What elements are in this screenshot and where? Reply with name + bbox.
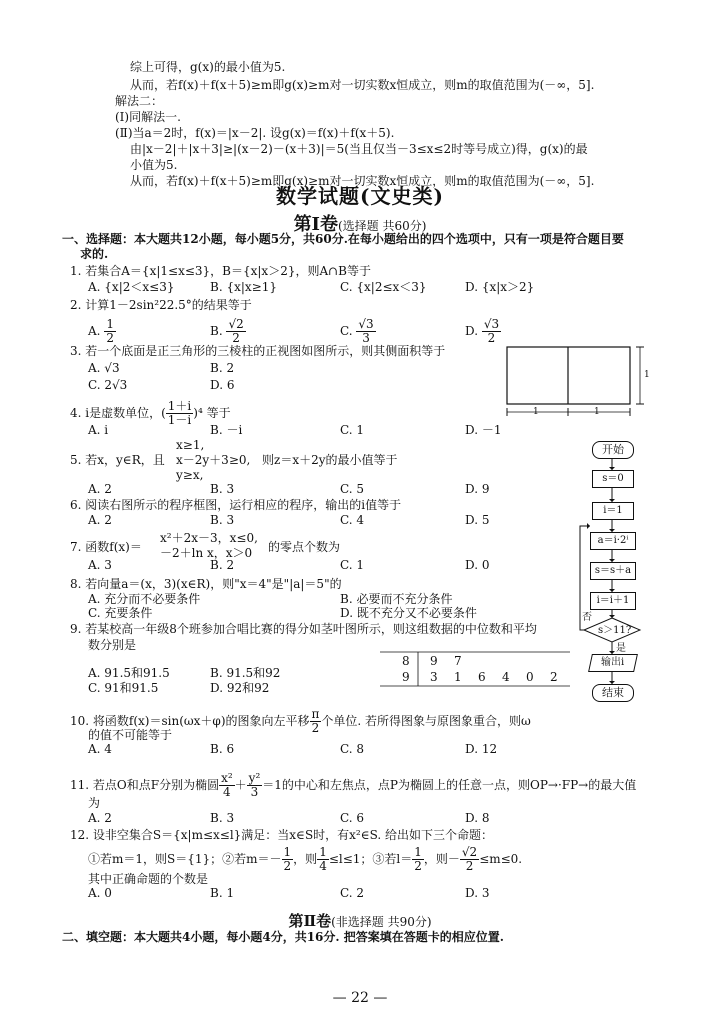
volume-one-title: 第Ⅰ卷 <box>293 214 338 235</box>
q7-prefix: 7. 函数f(x)＝ <box>70 540 142 554</box>
q5-constraint-2: x－2y＋3≥0, <box>176 453 251 467</box>
q4-stem: 4. i是虚数单位，( $\frac{1+i}{1-i}$ )⁴ 等于 <box>70 399 231 427</box>
q9-option-d: D. 92和92 <box>210 681 270 695</box>
q12-stem: 12. 设非空集合S＝{x|m≤x≤l}满足：当x∈S时，有x²∈S. 给出如下三个命题： <box>70 828 494 842</box>
q1-option-c: C. {x|2≤x＜3} <box>340 280 427 294</box>
stemleaf-leaf: 2 <box>550 670 558 684</box>
q7-option-b: B. 2 <box>210 558 235 572</box>
top-line-8: 从而，若f(x)＋f(x＋5)≥m即g(x)≥m对一切实数x恒成立，则m的取值范围为(－∞，5]. <box>130 174 595 188</box>
dim-label-height: 1 <box>644 370 650 380</box>
q6-option-b: B. 3 <box>210 513 235 527</box>
q3-option-b: B. 2 <box>210 361 235 375</box>
volume-one-subtitle: (选择题 共60分) <box>337 219 427 233</box>
q11-option-b: B. 3 <box>210 811 235 825</box>
q12-propositions: ①若m＝1，则S＝{1}；②若m＝－ $\frac{1}{2}$ ，则 $\frac{1}{4}$ ≤l≤1；③若l＝ $\frac{1}{2}$ ，则－ $\frac{√2}{2}$ ≤m≤0. <box>88 845 523 873</box>
flow-init-i: i＝1 <box>592 502 634 520</box>
stemleaf-stem-9: 9 <box>402 670 410 684</box>
q12-option-d: D. 3 <box>465 886 490 900</box>
q1-stem: 1. 若集合A＝{x|1≤x≤3}，B＝{x|x＞2}，则A∩B等于 <box>70 264 371 278</box>
q9-option-b: B. 91.5和92 <box>210 666 281 680</box>
flow-branch-yes: 是 <box>616 643 626 654</box>
q12-frac-2: $\frac{1}{4}$ <box>319 845 327 873</box>
q2-option-c: C. $\frac{√3}{3}$ <box>340 317 374 345</box>
q4-option-b: B. －i <box>210 423 243 437</box>
q6-option-a: A. 2 <box>88 513 112 527</box>
q9-option-c: C. 91和91.5 <box>88 681 159 695</box>
q6-option-c: C. 4 <box>340 513 365 527</box>
q4-fraction: $\frac{1+i}{1-i}$ <box>167 399 192 427</box>
q4-option-c: C. 1 <box>340 423 365 437</box>
q12-stem-cont: 其中正确命题的个数是 <box>88 872 209 886</box>
q2-a-fraction: $\frac{1}{2}$ <box>106 317 114 345</box>
q10-option-a: A. 4 <box>88 742 112 756</box>
q8-stem: 8. 若向量a＝(x，3)(x∈R)，则"x＝4"是"|a|＝5"的 <box>70 577 342 591</box>
flow-init-s: s＝0 <box>592 470 634 488</box>
q10-option-c: C. 8 <box>340 742 365 756</box>
q12-frac-4: $\frac{√2}{2}$ <box>461 845 478 873</box>
flow-increment-i: i＝i＋1 <box>590 592 636 610</box>
q12-option-b: B. 1 <box>210 886 235 900</box>
q7-suffix: 的零点个数为 <box>268 540 341 554</box>
q5-suffix: 则z＝x＋2y的最小值等于 <box>262 453 398 467</box>
q10-fraction: $\frac{\pi}{2}$ <box>311 707 320 735</box>
q1-option-b: B. {x|x≥1} <box>210 280 277 294</box>
section-one-instructions-cont: 求的. <box>80 247 109 261</box>
stemleaf-leaf: 9 <box>430 654 438 668</box>
q10-option-b: B. 6 <box>210 742 235 756</box>
q5-option-a: A. 2 <box>88 482 112 496</box>
q12-frac-3: $\frac{1}{2}$ <box>414 845 422 873</box>
q7-case-1: x²＋2x－3，x≤0, <box>160 531 258 545</box>
volume-two-title: 第Ⅱ卷 <box>288 912 332 930</box>
q7-case-2: －2＋ln x，x＞0 <box>160 546 253 560</box>
top-line-4: (Ⅰ)同解法一. <box>115 110 181 124</box>
q2-d-fraction: $\frac{√3}{2}$ <box>483 317 500 345</box>
q3-option-d: D. 6 <box>210 378 235 392</box>
q11-option-a: A. 2 <box>88 811 112 825</box>
q6-stem: 6. 阅读右图所示的程序框图，运行相应的程序，输出的i值等于 <box>70 498 402 512</box>
q11-stem-cont: 为 <box>88 796 101 810</box>
q9-option-a: A. 91.5和91.5 <box>88 666 170 680</box>
q2-stem: 2. 计算1－2sin²22.5°的结果等于 <box>70 298 252 312</box>
q4-option-a: A. i <box>88 423 109 437</box>
flow-compute-a: a＝i·2ⁱ <box>590 532 636 550</box>
stemleaf-leaf: 4 <box>502 670 510 684</box>
q5-option-d: D. 9 <box>465 482 490 496</box>
q8-option-a: A. 充分而不必要条件 <box>88 592 201 606</box>
q12-frac-1: $\frac{1}{2}$ <box>283 845 292 873</box>
paper-title: 数学试题(文史类) <box>276 184 444 208</box>
stemleaf-leaf: 7 <box>454 654 462 668</box>
q10-stem-cont: 的值不可能等于 <box>88 728 173 742</box>
stemleaf-leaf: 3 <box>430 670 438 684</box>
flow-output <box>588 654 638 672</box>
q2-b-fraction: $\frac{√2}{2}$ <box>228 317 244 345</box>
q5-option-c: C. 5 <box>340 482 365 496</box>
q2-option-d: D. $\frac{√3}{2}$ <box>465 317 500 345</box>
flow-update-s: s＝s＋a <box>590 562 636 580</box>
stemleaf-leaf: 1 <box>454 670 462 684</box>
q2-c-fraction: $\frac{√3}{3}$ <box>358 317 374 345</box>
flow-end: 结束 <box>592 684 634 702</box>
q1-option-d: D. {x|x＞2} <box>465 280 535 294</box>
q9-stem: 9. 若某校高一年级8个班参加合唱比赛的得分如茎叶图所示，则这组数据的中位数和平均 <box>70 622 537 636</box>
q5-prefix: 5. 若x，y∈R，且 <box>70 453 165 467</box>
q5-option-b: B. 3 <box>210 482 235 496</box>
stemleaf-leaf: 0 <box>526 670 534 684</box>
q7-option-d: D. 0 <box>465 558 490 572</box>
q10-stem: 10. 将函数f(x)＝sin(ωx＋φ)的图象向左平移 $\frac{\pi}{2}$ 个单位. 若所得图象与原图象重合，则ω <box>70 707 531 735</box>
stemleaf-leaf: 6 <box>478 670 486 684</box>
q12-option-c: C. 2 <box>340 886 365 900</box>
q11-fraction-y: $\frac{\text{y²}}{3}$ <box>248 771 261 799</box>
q4-option-d: D. －1 <box>465 423 502 437</box>
q12-option-a: A. 0 <box>88 886 112 900</box>
q11-fraction-x: $\frac{\text{x²}}{4}$ <box>221 771 233 799</box>
q3-option-a: A. √3 <box>88 361 120 375</box>
volume-two-subtitle: (非选择题 共90分) <box>331 915 432 929</box>
flow-start: 开始 <box>592 441 634 459</box>
flow-condition-label: s＞11? <box>598 625 632 636</box>
page-number: — 22 — <box>332 990 388 1006</box>
q8-option-c: C. 充要条件 <box>88 606 153 620</box>
stemleaf-stem-8: 8 <box>402 654 410 668</box>
q8-option-d: D. 既不充分又不必要条件 <box>340 606 477 620</box>
q7-option-c: C. 1 <box>340 558 365 572</box>
top-line-2: 从而，若f(x)＋f(x＋5)≥m即g(x)≥m对一切实数x恒成立，则m的取值范围为(－∞，5]. <box>130 78 595 92</box>
q2-option-b: B. $\frac{√2}{2}$ <box>210 317 244 345</box>
flow-branch-no: 否 <box>582 612 592 623</box>
q2-option-a: A. $\frac{1}{2}$ <box>88 317 114 345</box>
q11-stem: 11. 若点O和点F分别为椭圆 $\frac{\text{x²}}{4}$ ＋ $\frac{\text{y²}}{3}$ ＝1的中心和左焦点，点P为椭圆上的任意一点，则OP→·FP→的最大值 <box>70 771 637 799</box>
flow-output-label: 输出i <box>601 657 625 668</box>
q7-option-a: A. 3 <box>88 558 112 572</box>
top-line-6: 由|x－2|＋|x＋3|≥|(x－2)－(x＋3)|＝5(当且仅当－3≤x≤2时等号成立)得，g(x)的最 <box>130 142 588 156</box>
top-line-5: (Ⅱ)当a＝2时，f(x)＝|x－2|. 设g(x)＝f(x)＋f(x＋5). <box>115 126 395 140</box>
q6-option-d: D. 5 <box>465 513 490 527</box>
q11-option-c: C. 6 <box>340 811 365 825</box>
q8-option-b: B. 必要而不充分条件 <box>340 592 453 606</box>
q3-option-c: C. 2√3 <box>88 378 128 392</box>
q3-stem: 3. 若一个底面是正三角形的三棱柱的正视图如图所示，则其侧面积等于 <box>70 344 446 358</box>
arrowhead <box>587 523 590 529</box>
q10-option-d: D. 12 <box>465 742 498 756</box>
q5-constraint-3: y≥x, <box>176 468 204 482</box>
dim-label-width-2: 1 <box>594 407 600 417</box>
q11-option-d: D. 8 <box>465 811 490 825</box>
top-line-7: 小值为5. <box>130 158 178 172</box>
q1-option-a: A. {x|2＜x≤3} <box>88 280 175 294</box>
section-one-instructions: 一、选择题：本大题共12小题，每小题5分，共60分.在每小题给出的四个选项中，只有一项是符合题目要 <box>62 232 624 246</box>
top-line-3: 解法二： <box>115 94 164 108</box>
top-line-1: 综上可得，g(x)的最小值为5. <box>130 60 286 74</box>
dim-label-width-1: 1 <box>533 407 539 417</box>
q5-constraint-1: x≥1, <box>176 438 205 452</box>
section-two-instructions: 二、填空题：本大题共4小题，每小题4分，共16分. 把答案填在答题卡的相应位置. <box>62 930 504 944</box>
q9-stem-cont: 数分别是 <box>88 638 137 652</box>
